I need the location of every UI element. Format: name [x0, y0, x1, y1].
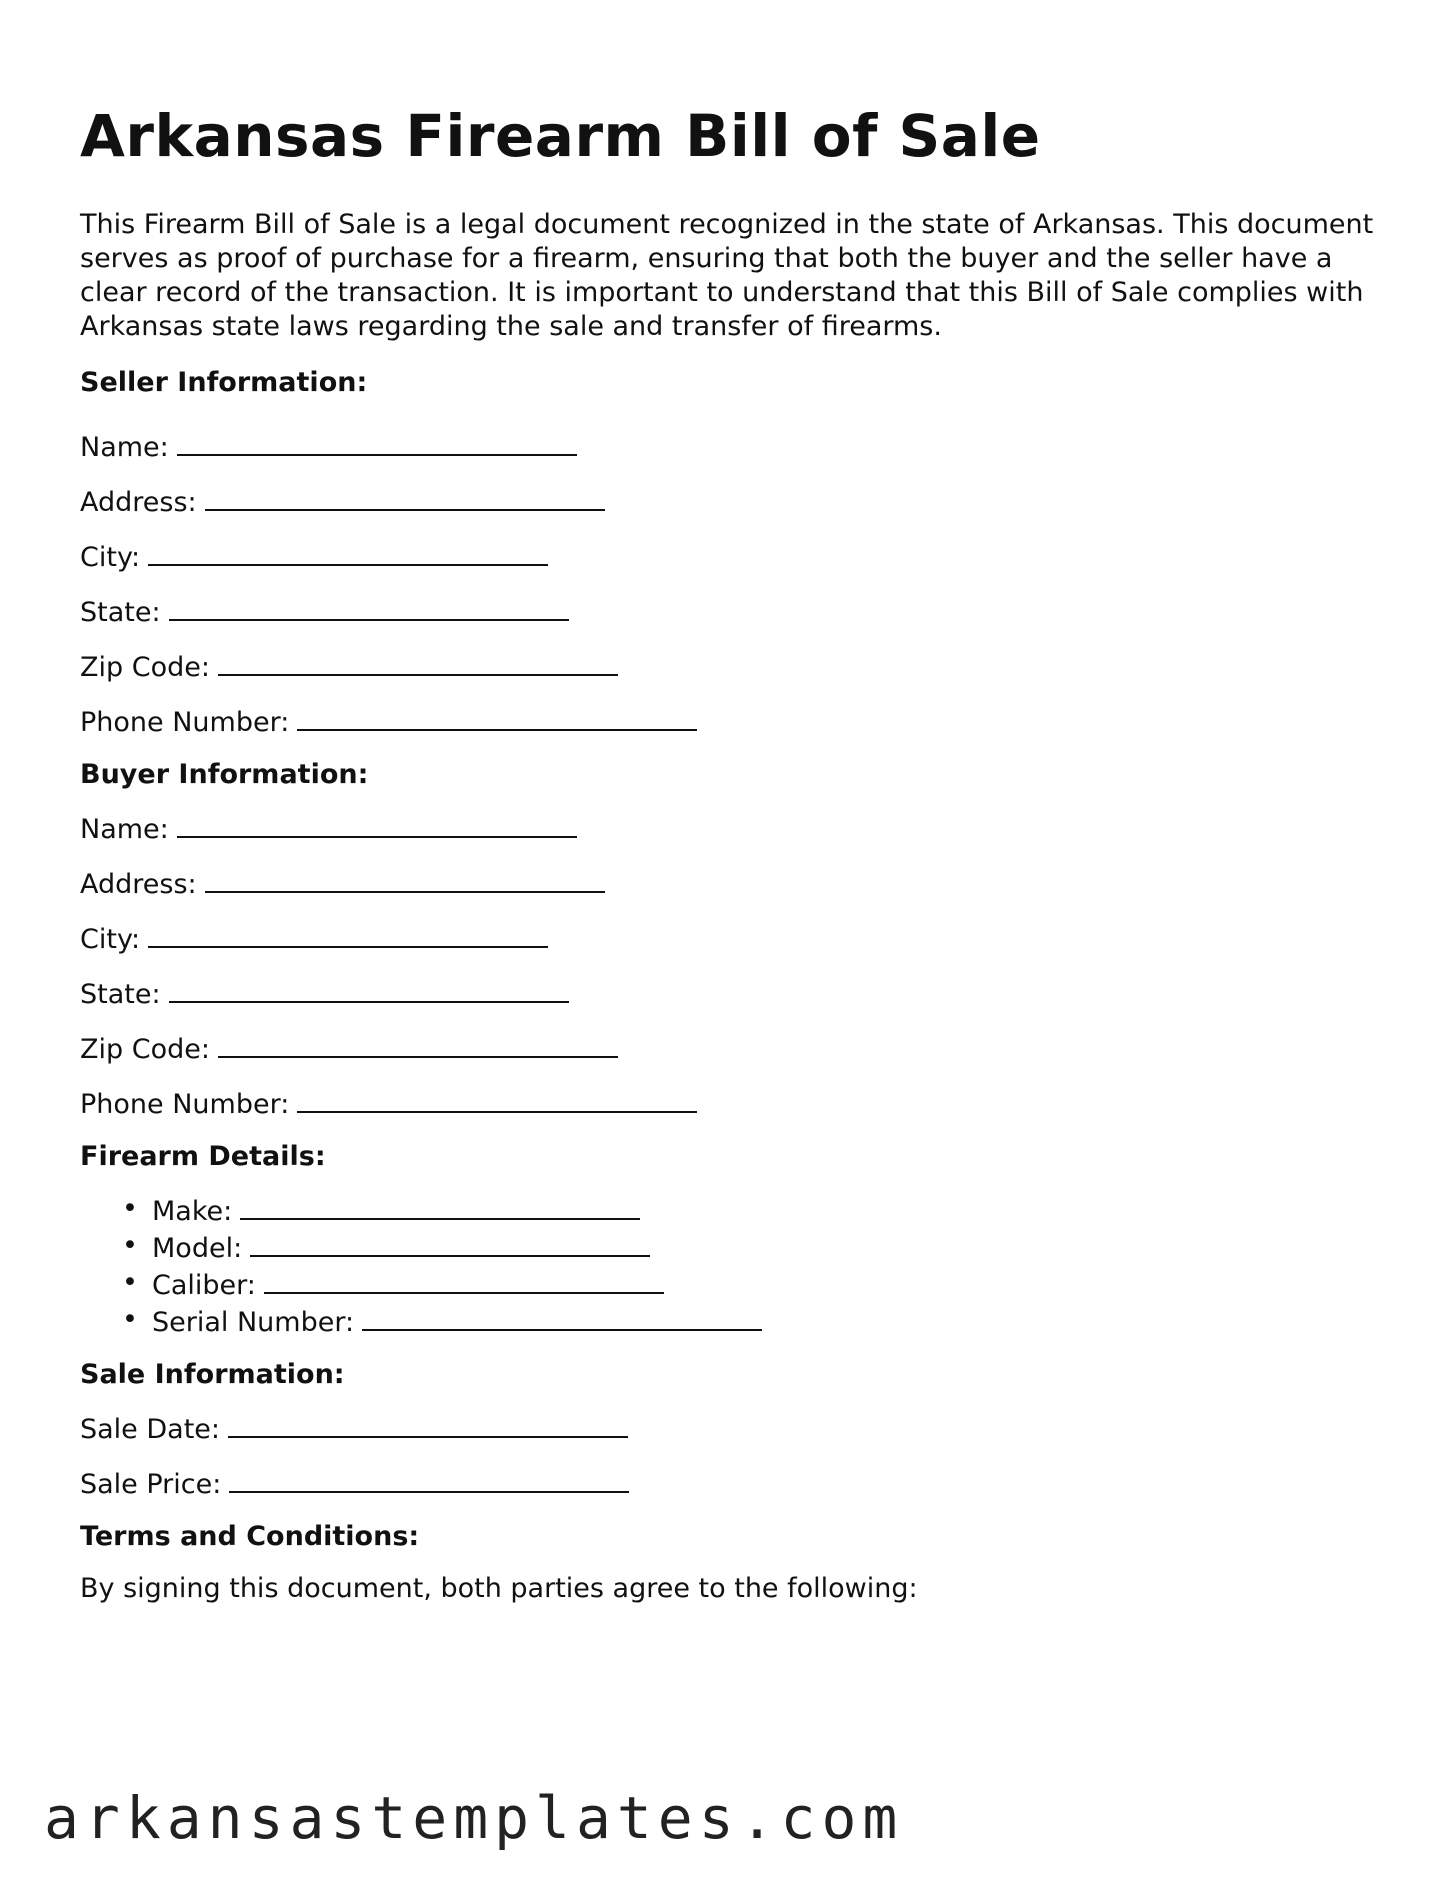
- seller-zip-blank[interactable]: [218, 648, 618, 676]
- bullet-icon: •: [122, 1193, 138, 1224]
- buyer-address-blank[interactable]: [205, 865, 605, 893]
- bullet-icon: •: [122, 1304, 138, 1335]
- firearm-model-field[interactable]: • Model:: [80, 1229, 1380, 1266]
- firearm-serial-blank[interactable]: [362, 1303, 762, 1331]
- firearm-caliber-field[interactable]: • Caliber:: [80, 1266, 1380, 1303]
- sale-price-field[interactable]: Sale Price:: [80, 1465, 1380, 1502]
- firearm-serial-field[interactable]: • Serial Number:: [80, 1303, 1380, 1340]
- seller-city-field[interactable]: City:: [80, 538, 1380, 575]
- firearm-make-blank[interactable]: [240, 1192, 640, 1220]
- buyer-phone-field[interactable]: Phone Number:: [80, 1085, 1380, 1122]
- buyer-city-blank[interactable]: [148, 920, 548, 948]
- buyer-state-blank[interactable]: [169, 975, 569, 1003]
- bullet-icon: •: [122, 1230, 138, 1261]
- terms-heading: Terms and Conditions:: [80, 1521, 420, 1552]
- firearm-caliber-blank[interactable]: [264, 1266, 664, 1294]
- document-page: [80, 100, 1380, 1606]
- seller-zip-field[interactable]: Zip Code:: [80, 648, 1380, 685]
- seller-phone-field[interactable]: Phone Number:: [80, 703, 1380, 740]
- sale-price-blank[interactable]: [229, 1465, 629, 1493]
- firearm-model-blank[interactable]: [250, 1229, 650, 1257]
- buyer-zip-blank[interactable]: [218, 1030, 618, 1058]
- buyer-name-field[interactable]: Name:: [80, 810, 1380, 847]
- seller-address-blank[interactable]: [205, 483, 605, 511]
- watermark-text: arkansastemplates.com: [44, 1784, 904, 1852]
- buyer-zip-field[interactable]: Zip Code:: [80, 1030, 1380, 1067]
- buyer-phone-blank[interactable]: [297, 1085, 697, 1113]
- buyer-heading: Buyer Information:: [80, 759, 369, 790]
- buyer-city-field[interactable]: City:: [80, 920, 1380, 957]
- bullet-icon: •: [122, 1267, 138, 1298]
- firearm-details-list: [80, 1192, 1380, 1340]
- document-title: Arkansas Firearm Bill of Sale: [80, 102, 1041, 170]
- seller-address-field[interactable]: Address:: [80, 483, 1380, 520]
- seller-state-blank[interactable]: [169, 593, 569, 621]
- seller-heading: Seller Information:: [80, 367, 368, 398]
- terms-text: By signing this document, both parties agree to the following:: [80, 1573, 918, 1604]
- buyer-name-blank[interactable]: [177, 810, 577, 838]
- seller-phone-blank[interactable]: [297, 703, 697, 731]
- sale-heading: Sale Information:: [80, 1359, 345, 1390]
- seller-name-blank[interactable]: [177, 428, 577, 456]
- seller-state-field[interactable]: State:: [80, 593, 1380, 630]
- buyer-state-field[interactable]: State:: [80, 975, 1380, 1012]
- intro-paragraph: This Firearm Bill of Sale is a legal document recognized in the state of Arkansas. This document serves as proof of purchase for a firearm, ensuring that both the buyer and the seller have a clear record of the transaction. It is important to understand that this Bill of Sale complies with Arkansas state laws regarding the sale and transfer of firearms.: [80, 209, 1374, 342]
- sale-date-field[interactable]: Sale Date:: [80, 1410, 1380, 1447]
- buyer-address-field[interactable]: Address:: [80, 865, 1380, 902]
- firearm-heading: Firearm Details:: [80, 1141, 326, 1172]
- seller-city-blank[interactable]: [148, 538, 548, 566]
- seller-name-field[interactable]: Name:: [80, 428, 1380, 465]
- sale-date-blank[interactable]: [228, 1410, 628, 1438]
- firearm-make-field[interactable]: • Make:: [80, 1192, 1380, 1229]
